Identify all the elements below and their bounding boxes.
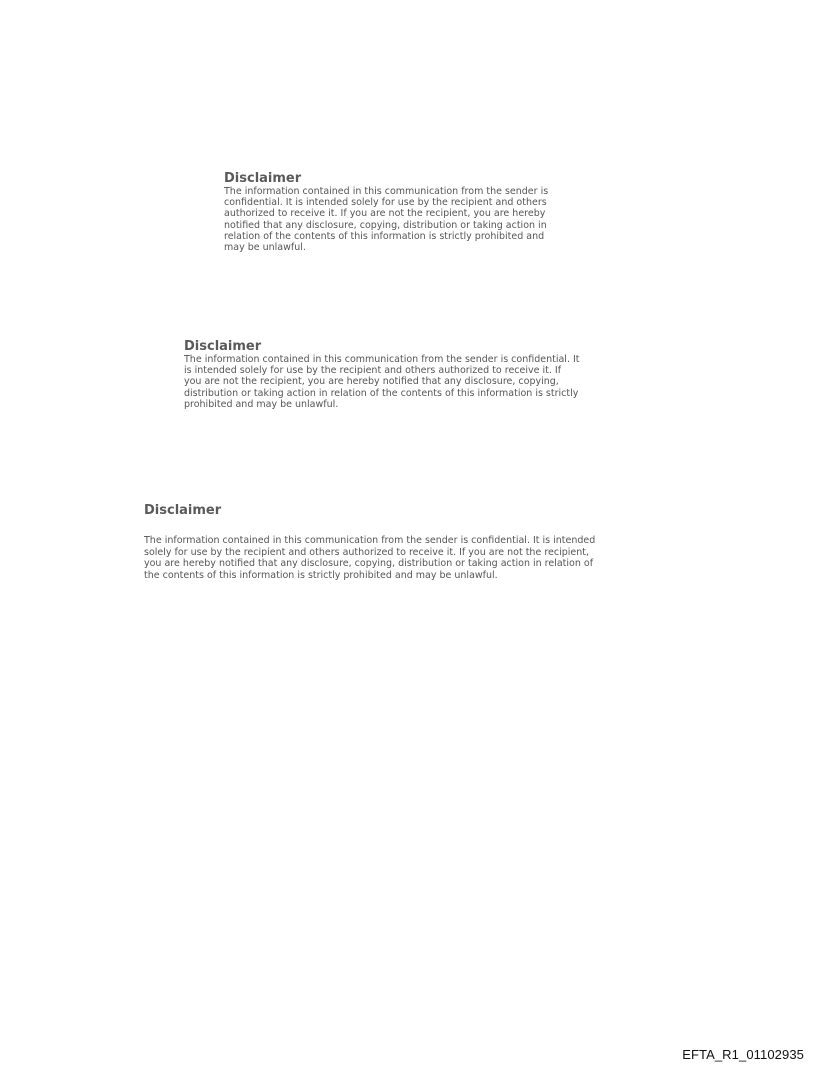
disclaimer-line: the contents of this information is strictly prohibited and may be unlawful. bbox=[144, 569, 498, 581]
disclaimer-text bbox=[184, 354, 644, 410]
disclaimer-line: you are not the recipient, you are hereby notified that any disclosure, copying, bbox=[184, 376, 559, 388]
disclaimer-line: prohibited and may be unlawful. bbox=[184, 398, 339, 410]
disclaimer-line: you are hereby notified that any disclosure, copying, distribution or taking action in relation of bbox=[144, 558, 594, 569]
disclaimer-line: confidential. It is intended solely for use by the recipient and others bbox=[224, 197, 547, 209]
disclaimer-line: solely for use by the recipient and others authorized to receive it. If you are not the recipient, bbox=[144, 546, 590, 558]
disclaimer-text bbox=[224, 186, 604, 253]
disclaimer-title: Disclaimer bbox=[144, 503, 222, 518]
disclaimer-line: distribution or taking action in relation of the contents of this information is strictly bbox=[184, 387, 579, 399]
disclaimer-title: Disclaimer bbox=[224, 171, 302, 186]
disclaimer-block-1 bbox=[224, 171, 604, 253]
disclaimer-line: The information contained in this communication from the sender is confidential. It bbox=[184, 354, 580, 365]
disclaimer-title: Disclaimer bbox=[184, 339, 262, 354]
disclaimer-line: is intended solely for use by the recipient and others authorized to receive it. If bbox=[184, 365, 562, 377]
disclaimer-text bbox=[144, 535, 664, 581]
disclaimer-block-3 bbox=[144, 503, 664, 581]
disclaimer-block-2 bbox=[184, 339, 644, 410]
disclaimer-line: relation of the contents of this information is strictly prohibited and bbox=[224, 230, 545, 242]
disclaimer-line: notified that any disclosure, copying, distribution or taking action in bbox=[224, 219, 547, 231]
disclaimer-line: The information contained in this communication from the sender is confidential. It is intended bbox=[144, 535, 596, 546]
disclaimer-line: authorized to receive it. If you are not the recipient, you are hereby bbox=[224, 208, 546, 220]
document-id: EFTA_R1_01102935 bbox=[682, 1047, 804, 1062]
disclaimer-line: may be unlawful. bbox=[224, 242, 306, 254]
disclaimer-line: The information contained in this communication from the sender is bbox=[224, 186, 549, 197]
